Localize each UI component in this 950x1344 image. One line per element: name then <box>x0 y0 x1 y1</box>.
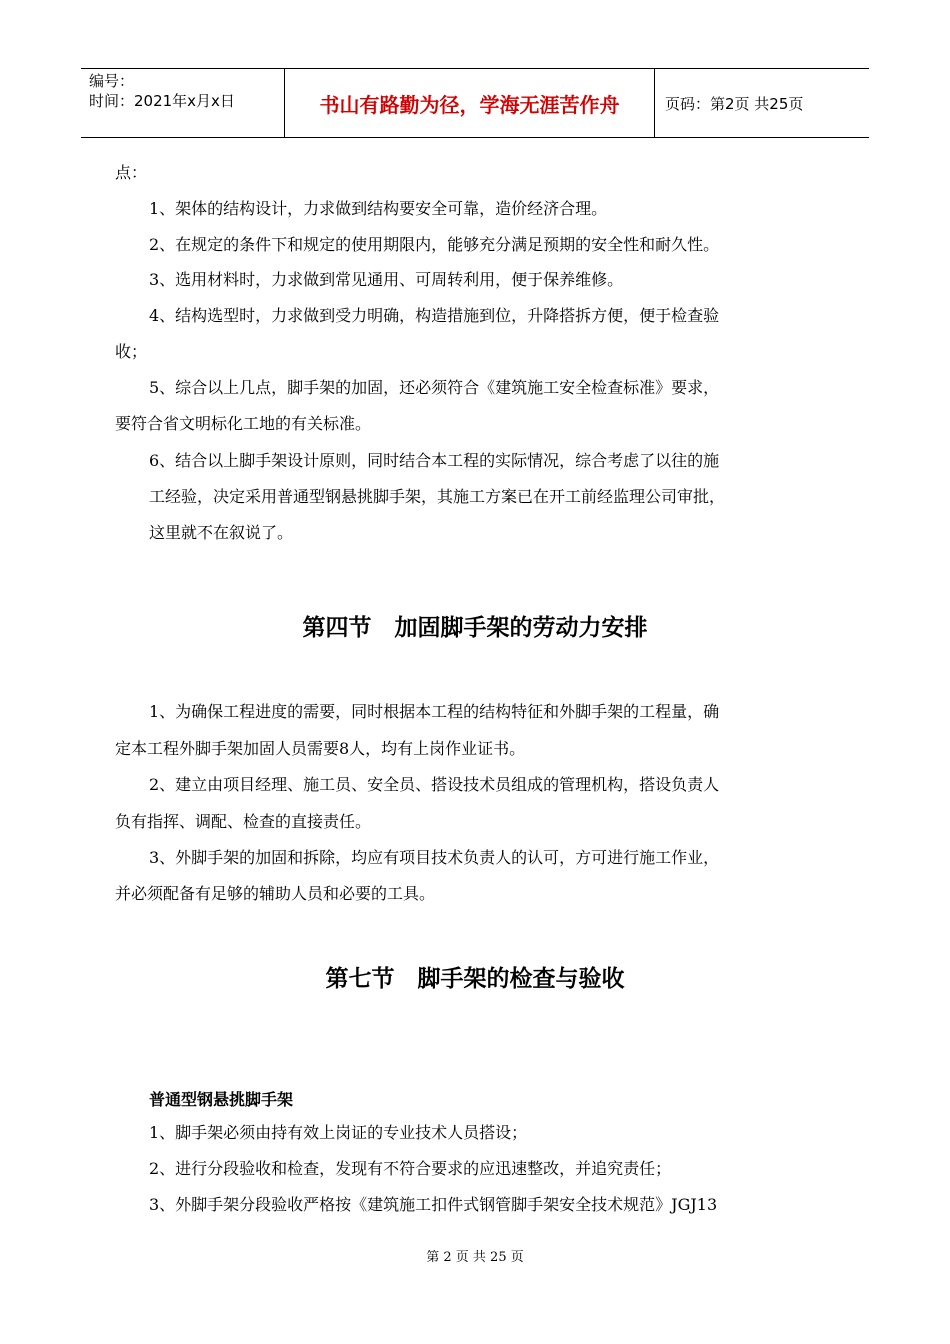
body-line: 要符合省文明标化工地的有关标准。 <box>115 414 372 433</box>
section-4-line: 2、建立由项目经理、施工员、安全员、搭设技术员组成的管理机构，搭设负责人 <box>149 775 720 794</box>
section-4-line: 3、外脚手架的加固和拆除，均应有项目技术负责人的认可，方可进行施工作业， <box>149 848 720 867</box>
section-7-line: 1、脚手架必须由持有效上岗证的专业技术人员搭设； <box>149 1123 528 1142</box>
date-label: 时间：2021年x月x日 <box>89 92 235 110</box>
header-page-info: 页码：第2页 共25页 <box>665 94 804 113</box>
body-line: 3、选用材料时，力求做到常见通用、可周转利用，便于保养维修。 <box>149 270 624 289</box>
body-line: 点： <box>115 163 148 182</box>
header-meta <box>81 69 284 137</box>
section-7-subtitle: 普通型钢悬挑脚手架 <box>149 1090 294 1109</box>
section-4-line: 1、为确保工程进度的需要，同时根据本工程的结构特征和外脚手架的工程量，确 <box>149 702 720 721</box>
body-line: 1、架体的结构设计，力求做到结构要安全可靠，造价经济合理。 <box>149 199 608 218</box>
section-4-line: 负有指挥、调配、检查的直接责任。 <box>115 812 372 831</box>
section-4-line: 定本工程外脚手架加固人员需要8人，均有上岗作业证书。 <box>115 739 526 758</box>
page-footer: 第 2 页 共 25 页 <box>426 1250 524 1265</box>
page-header <box>81 68 869 138</box>
body-line: 工经验，决定采用普通型钢悬挑脚手架，其施工方案已在开工前经监理公司审批， <box>149 487 726 506</box>
body-line: 收； <box>115 342 148 361</box>
body-line: 5、综合以上几点，脚手架的加固，还必须符合《建筑施工安全检查标准》要求， <box>149 378 720 397</box>
body-line: 2、在规定的条件下和规定的使用期限内，能够充分满足预期的安全性和耐久性。 <box>149 235 720 254</box>
body-line: 这里就不在叙说了。 <box>149 523 294 542</box>
section-7-line: 3、外脚手架分段验收严格按《建筑施工扣件式钢管脚手架安全技术规范》JGJ13 <box>149 1195 718 1214</box>
section-4-line: 并必须配备有足够的辅助人员和必要的工具。 <box>115 884 436 903</box>
section-7-title: 第七节 脚手架的检查与验收 <box>325 966 625 992</box>
section-7-line: 2、进行分段验收和检查，发现有不符合要求的应迅速整改，并追究责任； <box>149 1159 672 1178</box>
section-4-title: 第四节 加固脚手架的劳动力安排 <box>302 615 648 641</box>
body-line: 6、结合以上脚手架设计原则，同时结合本工程的实际情况，综合考虑了以往的施 <box>149 451 720 470</box>
header-motto: 书山有路勤为径，学海无涯苦作舟 <box>284 69 655 137</box>
code-label: 编号： <box>89 72 135 90</box>
body-line: 4、结构选型时，力求做到受力明确，构造措施到位，升降搭拆方便，便于检查验 <box>149 306 720 325</box>
